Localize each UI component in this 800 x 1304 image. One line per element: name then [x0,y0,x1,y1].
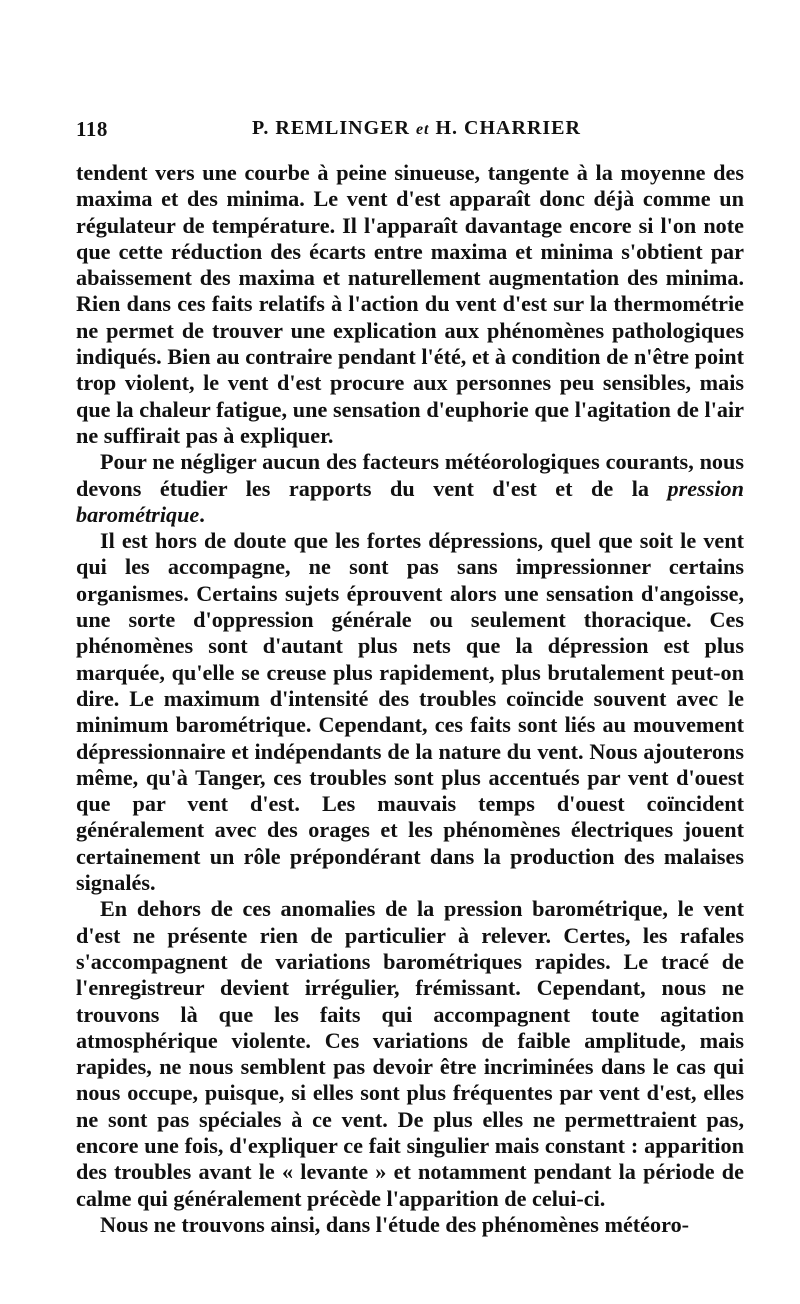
paragraph-pression-end: . [199,501,205,527]
paragraph-pression [76,449,744,528]
running-head-authors [252,117,581,140]
author-conjunction: et [415,121,430,138]
paragraph-anomalies: En dehors de ces anomalies de la pression barométrique, le vent d'est ne présente rien de particulier à relever. Certes, les rafales s'accompagnent de variations barométriques rapides. Le tracé de l'enregistreur devient irrégulier, frémissant. Cependant, nous ne trouvons là que les faits qui accompagnent toute agitation atmosphérique violente. Ces variations de faible amplitude, mais rapides, ne nous semblent pas devoir être incriminées dans le cas qui nous occupe, puisque, si elles sont plus fréquentes par vent d'est, elles ne sont pas spéciales à ce vent. De plus elles ne permettraient pas, encore une fois, d'expliquer ce fait singulier mais constant : apparition des troubles avant le « levante » et notamment pendant la période de calme qui généralement précède l'apparition de celui-ci. [76,896,744,1211]
author-charrier: H. CHARRIER [435,117,581,139]
page-number: 118 [76,117,108,141]
paragraph-depressions: Il est hors de doute que les fortes dépressions, quel que soit le vent qui les accompagne, ne sont pas sans impressionner certains organismes. Certains sujets éprouvent alors une sensation d'angoisse, une sorte d'oppression générale ou seulement thoracique. Ces phénomènes sont d'autant plus nets que la dépression est plus marquée, qu'elle se creuse plus rapidement, plus brutalement peut-on dire. Le maximum d'intensité des troubles coïncide souvent avec le minimum barométrique. Cependant, ces faits sont liés au mouvement dépressionnaire et indépendants de la nature du vent. Nous ajouterons même, qu'à Tanger, ces troubles sont plus accentués par vent d'ouest que par vent d'est. Les mauvais temps d'ouest coïncident généralement avec des orages et les phénomènes électriques jouent certainement un rôle prépondérant dans la production des malaises signalés. [76,528,744,896]
paragraph-pression-text: Pour ne négliger aucun des facteurs météorologiques courants, nous devons étudier les rapports du vent d'est et de la [76,449,744,501]
paragraph-final-line: Nous ne trouvons ainsi, dans l'étude des phénomènes météoro- [100,1211,690,1237]
body-text [76,160,744,1238]
running-head [76,117,744,145]
paragraph-continued: tendent vers une courbe à peine sinueuse, tangente à la moyenne des maxima et des minima. Le vent d'est apparaît donc déjà comme un régulateur de température. Il l'apparaît davantage encore si l'on note que cette réduction des écarts entre maxima et minima s'obtient par abaissement des maxima et naturellement augmentation des minima. Rien dans ces faits relatifs à l'action du vent d'est sur la thermométrie ne permet de trouver une explication aux phénomènes pathologiques indiqués. Bien au contraire pendant l'été, et à condition de n'être point trop violent, le vent d'est procure aux personnes peu sensibles, mais que la chaleur fatigue, une sensation d'euphorie que l'agitation de l'air ne suffirait pas à expliquer. [76,160,744,448]
author-remlinger: P. REMLINGER [252,117,410,139]
italic-term-pression-barometrique: pression barométrique [76,475,744,527]
